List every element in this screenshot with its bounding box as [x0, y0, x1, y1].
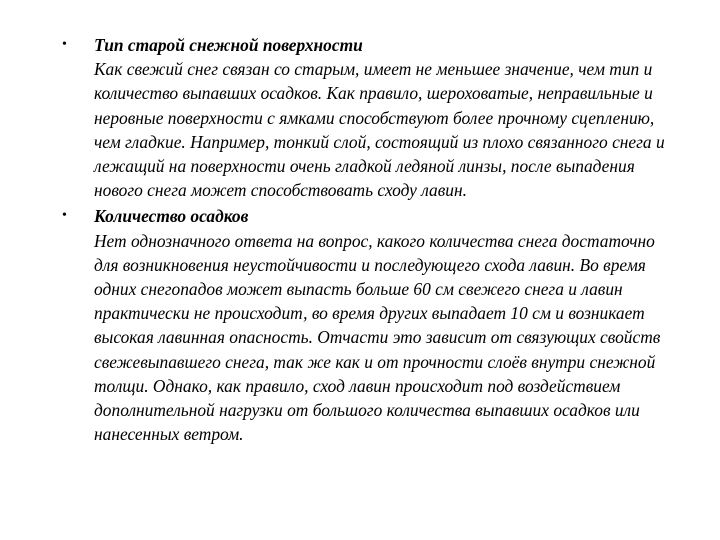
item-heading: Тип старой снежной поверхности [94, 35, 363, 55]
item-text: Нет однозначного ответа на вопрос, какого количества снега достаточно для возникновения неустойчивости и последующего схода лавин. Во время одних снегопадов может выпасть больше 60 см свежего снега и лавин практически не происходит, во время других выпадает 10 см и возникает высокая лавинная опасность. Отчасти это зависит от связующих свойств свежевыпавшего снега, так же как и от прочности слоёв внутри снежной толщи. Однако, как правило, сход лавин происходит под воздействием дополнительной нагрузки от большого количества выпавших осадков или нанесенных ветром. [94, 230, 661, 445]
item-heading: Количество осадков [94, 206, 249, 227]
bullet-list [62, 33, 677, 446]
list-item [62, 33, 677, 202]
bullet-marker: • [62, 208, 67, 224]
list-item [62, 204, 677, 446]
bullet-marker: • [62, 37, 67, 52]
item-text: Как свежий снег связан со старым, имеет не меньшее значение, чем тип и количество выпавших осадков. Как правило, шероховатые, неправильные и неровные поверхности с ямками способствуют более прочному сцеплению, чем гладкие. Например, тонкий слой, состоящий из плохо связанного снега и лежащий на поверхности очень гладкой ледяной линзы, после выпадения нового снега может способствовать сходу лавин. [94, 59, 665, 201]
